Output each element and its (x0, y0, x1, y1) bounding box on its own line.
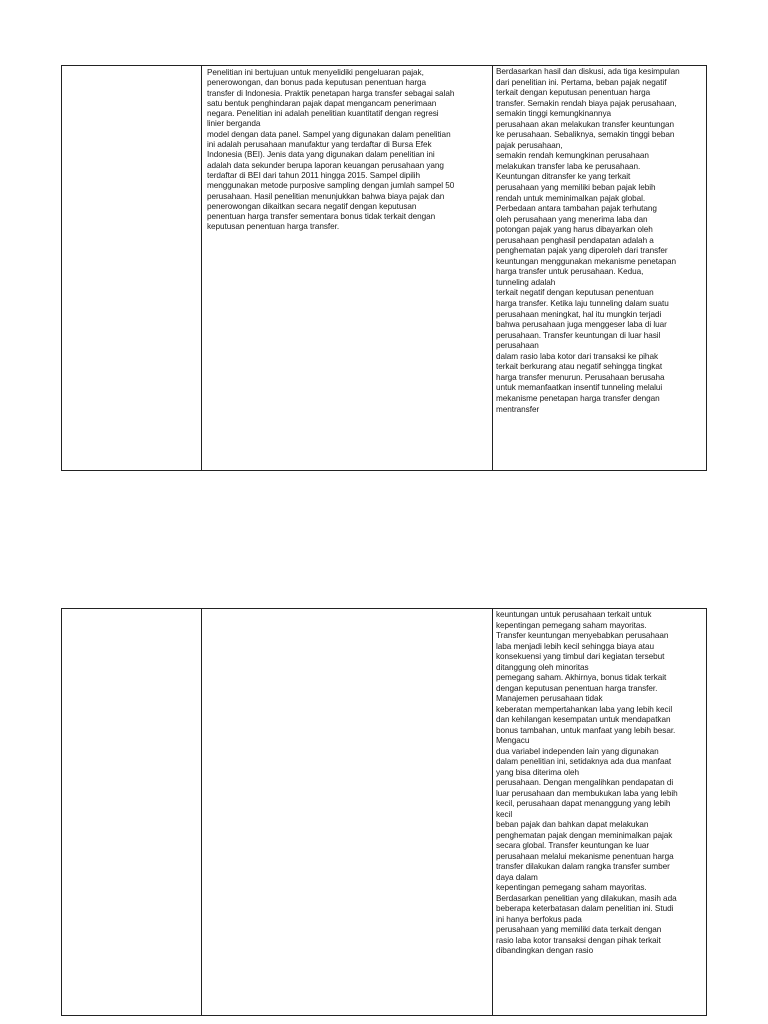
table-second-col-2 (202, 609, 493, 1015)
text-line: perusahaan penghasil pendapatan adalah a (496, 235, 654, 245)
table-second (61, 608, 707, 1016)
text-line: rendah untuk meminimalkan pajak global. (496, 193, 646, 203)
text-line: perusahaan yang memiliki data terkait dengan (496, 925, 662, 934)
text-line: Indonesia (BEI). Jenis data yang digunakan dalam penelitian ini (207, 150, 435, 160)
text-line: perusahaan yang memiliki beban pajak lebih (496, 183, 656, 193)
text-line: adalah data sekunder berupa laporan keuangan perusahaan yang (207, 160, 444, 170)
text-line: terkait negatif dengan keputusan penentuan (496, 288, 654, 298)
text-line: beberapa keterbatasan dalam penelitian ini. Studi (496, 904, 674, 913)
text-line: dengan keputusan penentuan harga transfer. (496, 683, 658, 693)
text-line: laba menjadi lebih kecil sehingga biaya atau (496, 641, 655, 651)
text-line: dalam rasio laba kotor dari transaksi ke pihak (496, 351, 658, 361)
text-line: ditanggung oleh minoritas (496, 662, 589, 672)
text-line: daya dalam (496, 872, 538, 882)
text-line: kepentingan pemegang saham mayoritas. (496, 883, 647, 892)
text-line: perusahaan (496, 341, 539, 351)
text-line: Perbedaan antara tambahan pajak terhutang (496, 204, 657, 214)
text-line: untuk memanfaatkan insentif tunneling melalui (496, 383, 663, 393)
text-line: melakukan transfer laba ke perusahaan. (496, 161, 641, 171)
text-line: beban pajak dan bahkan dapat melakukan (496, 820, 649, 829)
text-line: terkait berkurang atau negatif sehingga tingkat (496, 362, 663, 372)
text-line: dari penelitian ini. Pertama, beban pajak negatif (496, 77, 667, 87)
text-line: model dengan data panel. Sampel yang digunakan dalam penelitian (207, 129, 451, 139)
text-line: Berdasarkan hasil dan diskusi, ada tiga kesimpulan (496, 67, 680, 76)
text-line: yang bisa diterima oleh (496, 767, 580, 777)
text-line: semakin rendah kemungkinan perusahaan (496, 151, 649, 161)
text-line: dalam penelitian ini, setidaknya ada dua manfaat (496, 757, 672, 766)
text-line: Berdasarkan penelitian yang dilakukan, masih ada (496, 893, 677, 903)
text-line: konsekuensi yang timbul dari kegiatan tersebut (496, 652, 665, 661)
text-line: mekanisme penetapan harga transfer dengan (496, 393, 660, 403)
text-line: ke perusahaan. Sebaliknya, semakin tinggi beban (496, 130, 675, 140)
text-line: keberatan mempertahankan laba yang lebih kecil (496, 704, 673, 714)
text-line: keuntungan menggunakan mekanisme penetapan (496, 256, 676, 266)
text-line: semakin tinggi kemungkinannya (496, 109, 612, 119)
text-line: harga transfer menurun. Perusahaan berusaha (496, 372, 665, 382)
text-line: keputusan penentuan harga transfer. (207, 222, 340, 232)
text-line: menggunakan metode purposive sampling dengan jumlah sampel 50 (207, 181, 455, 191)
text-line: perusahaan. Dengan mengalihkan pendapatan di (496, 778, 674, 787)
text-line: kecil (496, 809, 513, 819)
text-line: ini adalah perusahaan manufaktur yang terdaftar di Bursa Efek (207, 140, 432, 150)
text-line: bahwa perusahaan juga menggeser laba di luar (496, 320, 667, 330)
text-line: perusahaan akan melakukan transfer keuntungan (496, 119, 674, 129)
text-line: harga transfer. Ketika laju tunneling dalam suatu (496, 299, 669, 309)
text-line: transfer dilakukan dalam rangka transfer sumber (496, 862, 670, 871)
table-first-abstract-cell (202, 66, 493, 470)
text-line: terkait dengan keputusan penentuan harga (496, 88, 651, 98)
text-line: pajak perusahaan, (496, 140, 563, 150)
text-line: luar perusahaan dan membukukan laba yang lebih (496, 788, 678, 798)
text-line: penghematan pajak yang diperoleh dari transfer (496, 246, 668, 256)
text-line: mentransfer (496, 404, 540, 414)
text-line: Manajemen perusahaan tidak (496, 694, 603, 703)
text-line: ini hanya berfokus pada (496, 914, 582, 924)
text-line: Mengacu (496, 736, 530, 745)
text-line: linier berganda (207, 119, 261, 129)
text-line: potongan pajak yang harus dibayarkan oleh (496, 225, 653, 235)
text-line: harga transfer untuk perusahaan. Kedua, (496, 267, 644, 277)
text-line: rasio laba kotor transaksi dengan pihak terkait (496, 935, 661, 945)
table-second-col-1 (62, 609, 202, 1015)
text-line: penerowongan dikaitkan secara negatif dengan keputusan (207, 201, 417, 211)
text-line: bonus tambahan, untuk manfaat yang lebih besar. (496, 725, 676, 735)
text-line: transfer di Indonesia. Praktik penetapan harga transfer sebagai salah (207, 88, 455, 98)
text-line: dua variabel independen lain yang digunakan (496, 746, 659, 756)
table-first (61, 65, 707, 471)
text-line: pemegang saham. Akhirnya, bonus tidak terkait (496, 673, 667, 682)
text-line: perusahaan. Transfer keuntungan di luar hasil (496, 330, 661, 340)
text-line: penentuan harga transfer sementara bonus tidak terkait dengan (207, 212, 436, 222)
text-line: kecil, perusahaan dapat menanggung yang lebih (496, 799, 671, 808)
text-line: perusahaan melalui mekanisme penentuan harga (496, 851, 674, 861)
text-line: penghematan pajak dengan meminimalkan pajak (496, 830, 673, 840)
text-line: kepentingan pemegang saham mayoritas. (496, 620, 647, 630)
table-first-col-1 (62, 66, 202, 470)
text-line: dibandingkan dengan rasio (496, 946, 594, 955)
text-line: transfer. Semakin rendah biaya pajak perusahaan, (496, 98, 677, 108)
text-line: secara global. Transfer keuntungan ke luar (496, 841, 650, 850)
table-first-conclusion-cell (493, 66, 706, 470)
text-line: Keuntungan ditransfer ke yang terkait (496, 172, 631, 182)
text-line: oleh perusahaan yang menerima laba dan (496, 214, 648, 224)
text-line: tunneling adalah (496, 277, 556, 287)
text-line: satu bentuk penghindaran pajak dapat mengancam penerimaan (207, 98, 437, 108)
text-line: Transfer keuntungan menyebabkan perusahaan (496, 631, 669, 640)
text-line: negara. Penelitian ini adalah penelitian kuantitatif dengan regresi (207, 109, 439, 119)
text-line: perusahaan meningkat, hal itu mungkin terjadi (496, 309, 662, 319)
table-second-conclusion-cell (493, 609, 706, 1015)
text-line: terdaftar di BEI dari tahun 2011 hingga 2015. Sampel dipilih (207, 170, 421, 180)
text-line: dan kehilangan kesempatan untuk mendapatkan (496, 715, 671, 724)
text-line: keuntungan untuk perusahaan terkait untuk (496, 610, 652, 619)
text-line: Penelitian ini bertujuan untuk menyelidiki pengeluaran pajak, (207, 68, 424, 77)
text-line: penerowongan, dan bonus pada keputusan penentuan harga (207, 78, 427, 88)
text-line: perusahaan. Hasil penelitian menunjukkan bahwa biaya pajak dan (207, 191, 445, 201)
